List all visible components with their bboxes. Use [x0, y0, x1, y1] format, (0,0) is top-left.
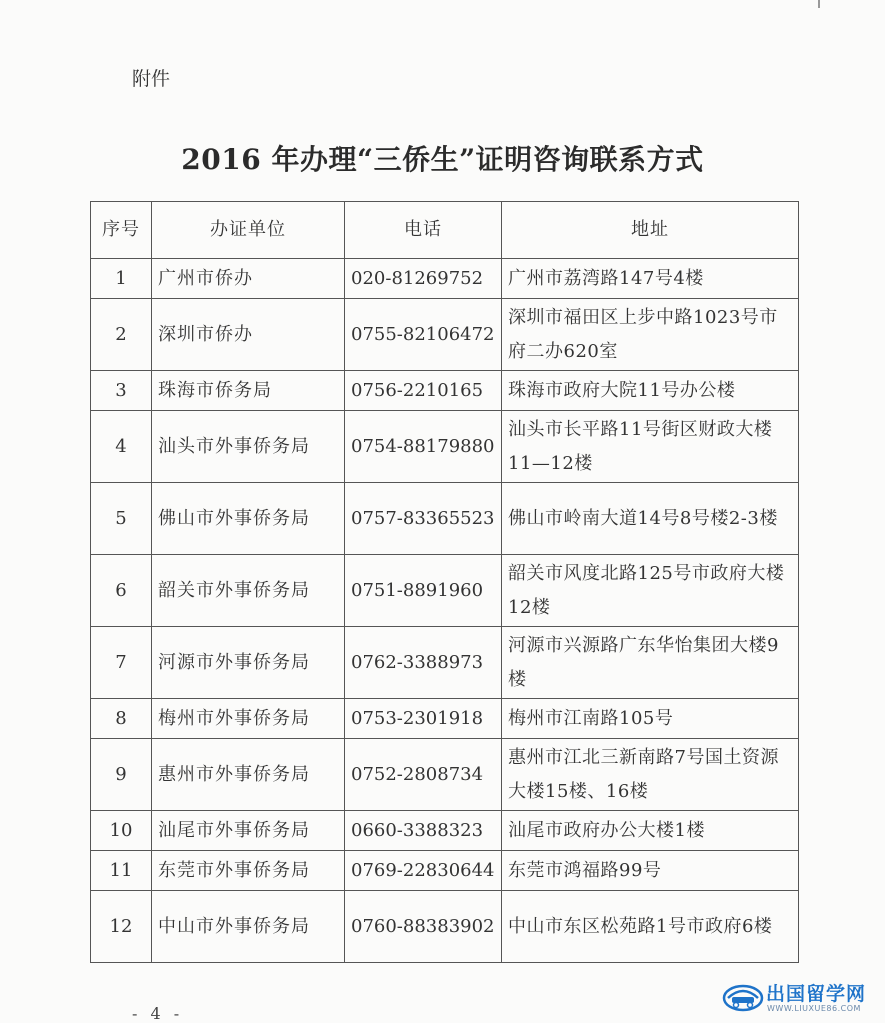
- row-num: 6: [91, 555, 152, 627]
- row-num: 3: [91, 371, 152, 411]
- row-unit: 河源市外事侨务局: [152, 627, 345, 699]
- table-row: [91, 699, 799, 739]
- row-address: 珠海市政府大院11号办公楼: [502, 371, 799, 411]
- row-num: 4: [91, 411, 152, 483]
- row-unit: 中山市外事侨务局: [152, 891, 345, 963]
- row-num: 8: [91, 699, 152, 739]
- table-row: [91, 811, 799, 851]
- watermark-logo[interactable]: [722, 976, 882, 1020]
- watermark-url: WWW.LIUXUE86.COM: [767, 1004, 861, 1013]
- table-row: [91, 299, 799, 371]
- row-phone: 0660-3388323: [345, 811, 502, 851]
- row-phone: 0754-88179880: [345, 411, 502, 483]
- table-row: [91, 851, 799, 891]
- header-num: 序号: [91, 202, 152, 259]
- row-address: 汕头市长平路11号街区财政大楼11—12楼: [502, 411, 799, 483]
- row-address: 梅州市江南路105号: [502, 699, 799, 739]
- table-row: [91, 891, 799, 963]
- row-unit: 珠海市侨务局: [152, 371, 345, 411]
- row-address: 深圳市福田区上步中路1023号市府二办620室: [502, 299, 799, 371]
- row-phone: 0757-83365523: [345, 483, 502, 555]
- row-unit: 佛山市外事侨务局: [152, 483, 345, 555]
- row-phone: 0762-3388973: [345, 627, 502, 699]
- table-header-row: [91, 202, 799, 259]
- row-phone: 0753-2301918: [345, 699, 502, 739]
- row-address: 河源市兴源路广东华怡集团大楼9楼: [502, 627, 799, 699]
- header-address: 地址: [502, 202, 799, 259]
- table-row: [91, 739, 799, 811]
- row-num: 11: [91, 851, 152, 891]
- row-num: 10: [91, 811, 152, 851]
- row-address: 佛山市岭南大道14号8号楼2-3楼: [502, 483, 799, 555]
- row-unit: 惠州市外事侨务局: [152, 739, 345, 811]
- row-num: 2: [91, 299, 152, 371]
- header-phone: 电话: [345, 202, 502, 259]
- row-phone: 020-81269752: [345, 259, 502, 299]
- header-unit: 办证单位: [152, 202, 345, 259]
- row-phone: 0752-2808734: [345, 739, 502, 811]
- row-phone: 0756-2210165: [345, 371, 502, 411]
- table-row: [91, 627, 799, 699]
- row-unit: 汕尾市外事侨务局: [152, 811, 345, 851]
- document-title: 2016 年办理“三侨生”证明咨询联系方式: [181, 143, 704, 176]
- row-address: 广州市荔湾路147号4楼: [502, 259, 799, 299]
- row-phone: 0755-82106472: [345, 299, 502, 371]
- row-num: 7: [91, 627, 152, 699]
- row-num: 12: [91, 891, 152, 963]
- row-unit: 梅州市外事侨务局: [152, 699, 345, 739]
- table-row: [91, 555, 799, 627]
- table-row: [91, 483, 799, 555]
- row-unit: 广州市侨办: [152, 259, 345, 299]
- row-phone: 0760-88383902: [345, 891, 502, 963]
- watermark-name: 出国留学网: [766, 983, 867, 1005]
- table-row: [91, 371, 799, 411]
- row-unit: 汕头市外事侨务局: [152, 411, 345, 483]
- attachment-label: 附件: [132, 68, 171, 90]
- row-num: 5: [91, 483, 152, 555]
- contacts-table: [90, 201, 799, 963]
- row-unit: 深圳市侨办: [152, 299, 345, 371]
- row-unit: 东莞市外事侨务局: [152, 851, 345, 891]
- row-unit: 韶关市外事侨务局: [152, 555, 345, 627]
- globe-car-icon: [722, 980, 764, 1012]
- table-row: [91, 259, 799, 299]
- row-address: 中山市东区松苑路1号市政府6楼: [502, 891, 799, 963]
- row-phone: 0751-8891960: [345, 555, 502, 627]
- corner-mark: [818, 0, 820, 8]
- row-phone: 0769-22830644: [345, 851, 502, 891]
- row-num: 1: [91, 259, 152, 299]
- table-row: [91, 411, 799, 483]
- row-num: 9: [91, 739, 152, 811]
- row-address: 韶关市风度北路125号市政府大楼12楼: [502, 555, 799, 627]
- row-address: 汕尾市政府办公大楼1楼: [502, 811, 799, 851]
- row-address: 东莞市鸿福路99号: [502, 851, 799, 891]
- page-number: - 4 -: [132, 1004, 184, 1023]
- row-address: 惠州市江北三新南路7号国土资源大楼15楼、16楼: [502, 739, 799, 811]
